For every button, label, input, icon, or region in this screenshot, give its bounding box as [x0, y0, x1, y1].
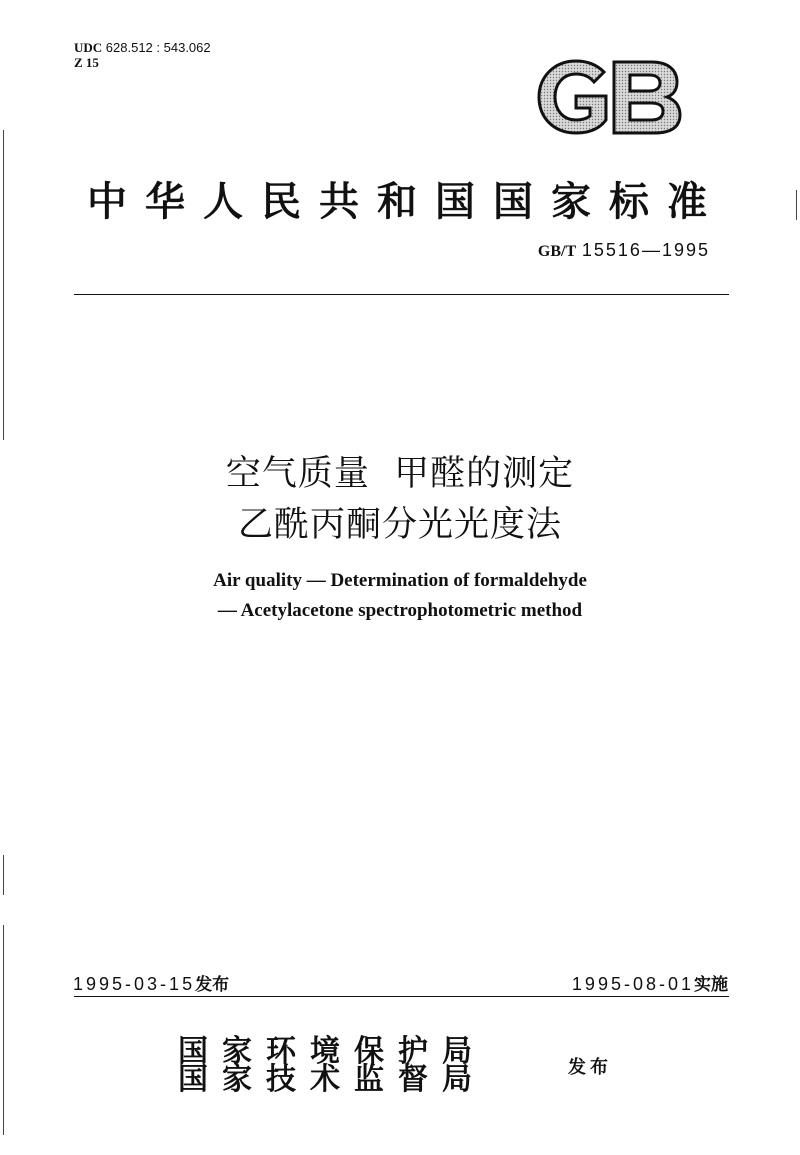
class-code: Z 15	[74, 55, 99, 70]
english-title-line-1: Air quality — Determination of formaldehyde	[213, 570, 587, 591]
header-divider	[74, 294, 729, 295]
issue-date	[73, 970, 229, 995]
english-title-line-2: — Acetylacetone spectrophotometric method	[217, 600, 583, 621]
implementation-date-value: 1995-08-01	[571, 974, 694, 994]
standard-number	[470, 240, 710, 261]
gb-standard-logo-icon	[534, 58, 684, 136]
udc-label: UDC	[74, 40, 103, 55]
issue-date-label: 发布	[195, 975, 230, 995]
standard-number-prefix: GB/T	[537, 243, 577, 260]
standard-number-value: 15516—1995	[581, 240, 710, 260]
footer-divider	[74, 996, 729, 997]
issuer-environmental-protection: 国家环境保护局	[178, 1034, 486, 1069]
issuer-technical-supervision: 国家技术监督局	[178, 1062, 486, 1097]
chinese-title-line-1: 空气质量 甲醛的测定	[225, 454, 575, 494]
implementation-date-label: 实施	[694, 975, 728, 995]
chinese-title-line-2: 乙酰丙酮分光光度法	[237, 505, 562, 545]
issue-date-value: 1995-03-15	[73, 974, 196, 994]
scan-edge-mark	[3, 925, 4, 1135]
issued-by-label: 发布	[568, 1057, 612, 1078]
implementation-date	[572, 970, 728, 995]
scan-edge-mark	[3, 855, 4, 895]
national-standard-heading: 中华人民共和国国家标准	[87, 178, 725, 225]
udc-value: 628.512 : 543.062	[105, 40, 211, 55]
classification-block	[74, 40, 211, 70]
